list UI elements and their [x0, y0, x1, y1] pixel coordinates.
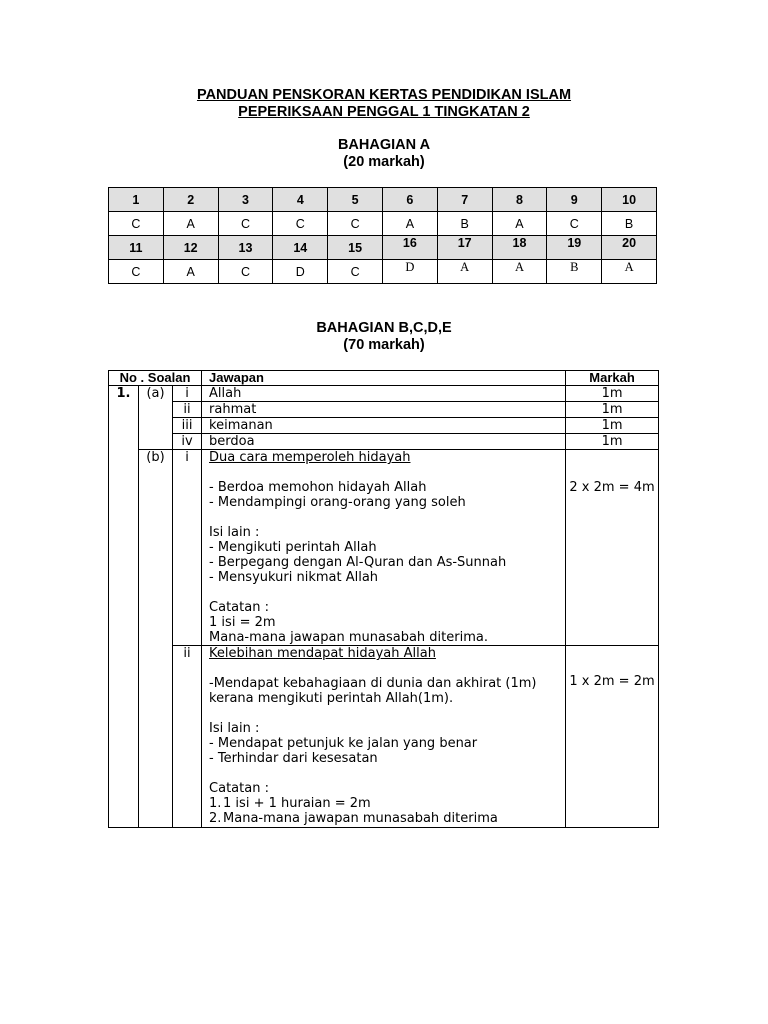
answer-letter: A [492, 212, 547, 236]
answer-letter: C [328, 260, 383, 284]
catatan-item [209, 811, 565, 826]
answer-letter: B [547, 260, 602, 284]
question-number: 5 [328, 188, 383, 212]
mark-value: 1 x 2m = 2m [566, 646, 659, 828]
document-subtitle: PEPERIKSAAN PENGGAL 1 TINGKATAN 2 [238, 104, 530, 120]
question-number: 8 [492, 188, 547, 212]
answer-letter: C [328, 212, 383, 236]
answer-letter: A [382, 212, 437, 236]
header-no-soalan: No . Soalan [109, 371, 202, 386]
answer-point: - Mendapat petunjuk ke jalan yang benar [209, 736, 478, 751]
sub-label: i [173, 450, 202, 646]
mark-value: 1m [566, 418, 659, 434]
section-a-title: BAHAGIAN A [337, 137, 431, 153]
isi-lain-label: Isi lain : [209, 721, 260, 736]
section-b-marks: (70 markah) [343, 337, 425, 353]
answer-number-row [109, 236, 657, 260]
answer-letter-row [109, 212, 657, 236]
answer-letter: B [602, 212, 657, 236]
question-number: 13 [218, 236, 273, 260]
question-number: 7 [437, 188, 492, 212]
catatan-label: Catatan : [209, 781, 269, 796]
table-row [109, 402, 659, 418]
table-row [109, 386, 659, 402]
catatan-item [209, 796, 565, 811]
question-number: 1. [109, 386, 139, 828]
answer-letter: B [437, 212, 492, 236]
answer-letter: A [602, 260, 657, 284]
mark-value: 1m [566, 386, 659, 402]
answer-point: kerana mengikuti perintah Allah(1m). [209, 691, 454, 706]
answer-letter: A [163, 260, 218, 284]
catatan-text: 1 isi + 1 huraian = 2m [223, 796, 371, 811]
question-number: 1 [109, 188, 164, 212]
section-a-answer-table [108, 187, 657, 284]
question-number: 11 [109, 236, 164, 260]
answer-point: - Mengikuti perintah Allah [209, 540, 377, 555]
question-number: 17 [437, 236, 492, 260]
document-title: PANDUAN PENSKORAN KERTAS PENDIDIKAN ISLAM [196, 87, 572, 103]
mark-value: 1m [566, 434, 659, 450]
answer-point: - Berdoa memohon hidayah Allah [209, 480, 427, 495]
catatan-number: 2. [209, 811, 222, 826]
table-row [109, 450, 659, 646]
answer-letter: A [163, 212, 218, 236]
question-number: 19 [547, 236, 602, 260]
catatan-label: Catatan : [209, 600, 269, 615]
table-row [109, 646, 659, 828]
answer-letter: C [547, 212, 602, 236]
marking-scheme-table [108, 370, 659, 828]
answer-letter: D [273, 260, 328, 284]
sub-label: i [173, 386, 202, 402]
sub-label: ii [173, 646, 202, 828]
answer-letter: A [437, 260, 492, 284]
answer-point: - Mensyukuri nikmat Allah [209, 570, 379, 585]
catatan-number: 1. [209, 796, 222, 811]
sub-label: iii [173, 418, 202, 434]
answer-letter: C [218, 260, 273, 284]
question-number: 14 [273, 236, 328, 260]
answer-heading: Dua cara memperoleh hidayah [209, 450, 411, 465]
answer-text: berdoa [202, 434, 566, 450]
question-number: 16 [382, 236, 437, 260]
sub-label: ii [173, 402, 202, 418]
header-jawapan: Jawapan [202, 371, 566, 386]
header-markah: Markah [566, 371, 659, 386]
answer-point: -Mendapat kebahagiaan di dunia dan akhirat (1m) [209, 676, 537, 691]
answer-number-row [109, 188, 657, 212]
mark-value: 1m [566, 402, 659, 418]
answer-letter: C [109, 212, 164, 236]
table-header-row [109, 371, 659, 386]
answer-block [202, 450, 566, 646]
question-number: 12 [163, 236, 218, 260]
answer-point: - Terhindar dari kesesatan [209, 751, 378, 766]
answer-letter: C [273, 212, 328, 236]
answer-text: rahmat [202, 402, 566, 418]
question-number: 6 [382, 188, 437, 212]
question-number: 18 [492, 236, 547, 260]
question-number: 10 [602, 188, 657, 212]
table-row [109, 434, 659, 450]
question-number: 20 [602, 236, 657, 260]
question-number: 9 [547, 188, 602, 212]
question-number: 3 [218, 188, 273, 212]
answer-letter-row [109, 260, 657, 284]
answer-letter: C [218, 212, 273, 236]
catatan-text: Mana-mana jawapan munasabah diterima. [209, 630, 488, 645]
table-row [109, 418, 659, 434]
catatan-text: Mana-mana jawapan munasabah diterima [223, 811, 498, 826]
mark-value: 2 x 2m = 4m [566, 450, 659, 646]
section-a-marks: (20 markah) [343, 154, 425, 170]
answer-text: Allah [202, 386, 566, 402]
answer-point: - Mendampingi orang-orang yang soleh [209, 495, 466, 510]
part-label: (b) [139, 450, 173, 828]
answer-letter: C [109, 260, 164, 284]
section-b-title: BAHAGIAN B,C,D,E [316, 320, 452, 336]
answer-heading: Kelebihan mendapat hidayah Allah [209, 646, 436, 661]
question-number: 4 [273, 188, 328, 212]
answer-letter: D [382, 260, 437, 284]
question-number: 2 [163, 188, 218, 212]
answer-block [202, 646, 566, 828]
sub-label: iv [173, 434, 202, 450]
part-label: (a) [139, 386, 173, 450]
answer-point: - Berpegang dengan Al-Quran dan As-Sunnah [209, 555, 507, 570]
answer-text: keimanan [202, 418, 566, 434]
question-number: 15 [328, 236, 383, 260]
isi-lain-label: Isi lain : [209, 525, 260, 540]
catatan-text: 1 isi = 2m [209, 615, 276, 630]
answer-letter: A [492, 260, 547, 284]
